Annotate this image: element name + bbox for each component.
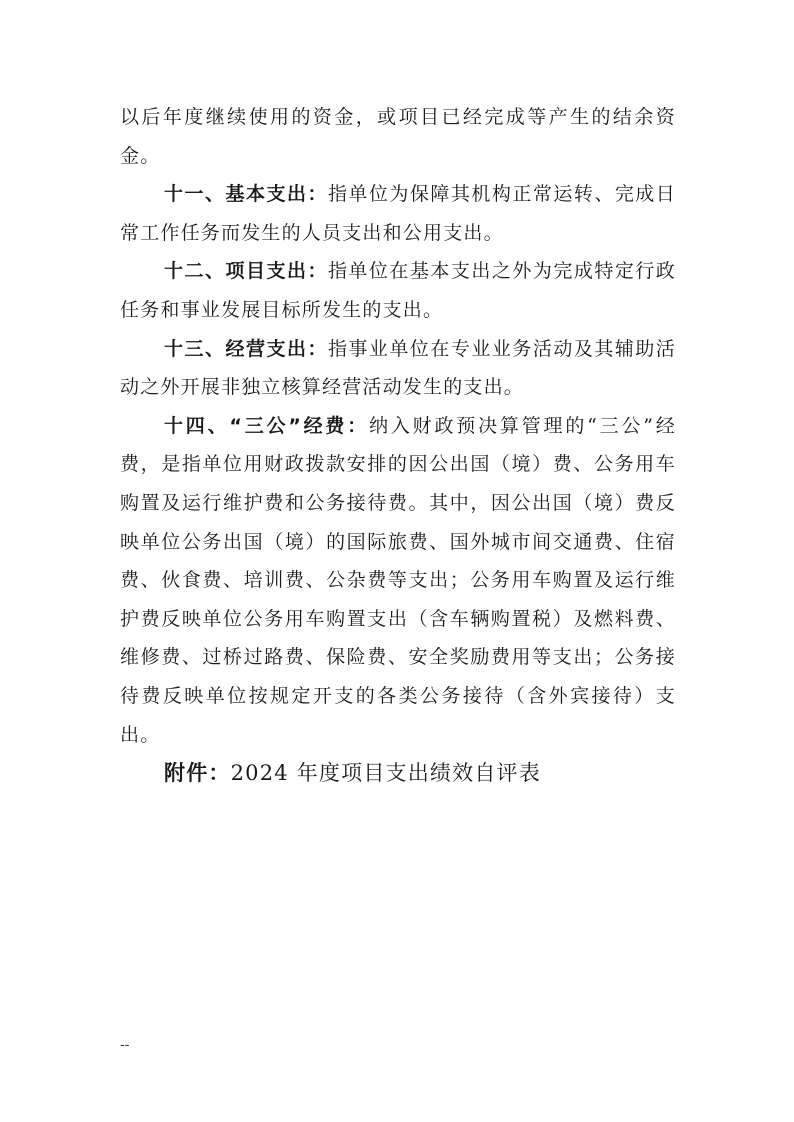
- document-body: [120, 98, 676, 793]
- term-three-public-expenses: 十四、“三公”经费：: [164, 414, 370, 437]
- paragraph-text: 指事业单位在专业业务活动及其辅助活动之外开展非独立核算经营活动发生的支出。: [120, 337, 676, 399]
- footer-mark: --: [120, 1038, 130, 1053]
- paragraph-text: 纳入财政预决算管理的“三公”经费，是指单位用财政拨款安排的因公出国（境）费、公务用车购置及运行维护费和公务接待费。其中，因公出国（境）费反映单位公务出国（境）的国际旅费、国外城市间交通费、住宿费、伙食费、培训费、公杂费等支出；公务用车购置及运行维护费反映单位公务用车购置支出（含车辆购置税）及燃料费、维修费、过桥过路费、保险费、安全奖励费用等支出；公务接待费反映单位按规定开支的各类公务接待（含外宾接待）支出。: [120, 414, 676, 746]
- paragraph-text: 指单位为保障其机构正常运转、完成日常工作任务而发生的人员支出和公用支出。: [120, 183, 676, 244]
- paragraph-project-expenditure: [120, 252, 676, 329]
- term-operating-expenditure: 十三、经营支出：: [164, 337, 328, 360]
- term-project-expenditure: 十二、项目支出：: [164, 260, 328, 283]
- paragraph-continuation: [120, 98, 676, 175]
- paragraph-text: 以后年度继续使用的资金，或项目已经完成等产生的结余资金。: [120, 106, 676, 167]
- paragraph-operating-expenditure: [120, 330, 676, 407]
- paragraph-basic-expenditure: [120, 175, 676, 252]
- paragraph-three-public-expenses: [120, 407, 676, 754]
- attachment-title: 2024 年度项目支出绩效自评表: [230, 761, 541, 786]
- attachment-line: [120, 754, 676, 793]
- paragraph-text: 指单位在基本支出之外为完成特定行政任务和事业发展目标所发生的支出。: [120, 260, 676, 321]
- attachment-label: 附件：: [164, 761, 231, 786]
- term-basic-expenditure: 十一、基本支出：: [164, 183, 328, 206]
